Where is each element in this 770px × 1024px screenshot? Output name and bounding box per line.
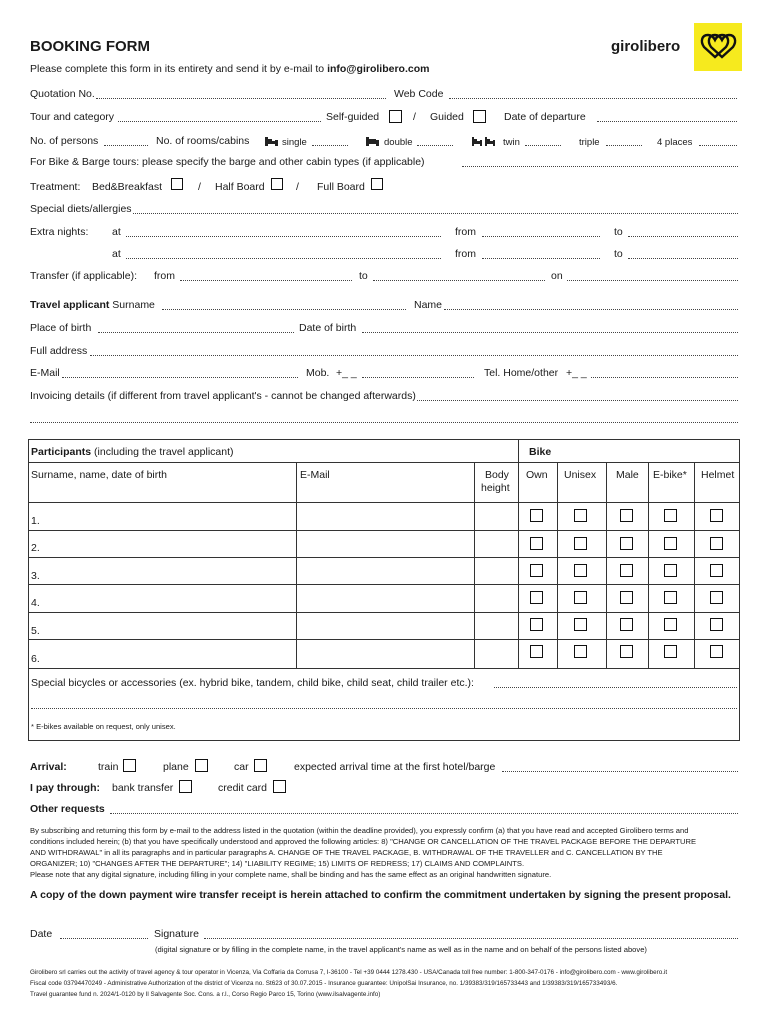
extra-at-label-2: at (112, 248, 121, 260)
transfer-on-label: on (551, 270, 563, 282)
credit-card-checkbox[interactable] (273, 780, 286, 793)
half-board-label: Half Board (215, 181, 265, 193)
invoicing-field-1[interactable] (417, 400, 738, 401)
other-requests-label: Other requests (30, 803, 105, 815)
bed-breakfast-label: Bed&Breakfast (92, 181, 163, 193)
extra-to-field-1[interactable] (628, 236, 738, 237)
date-field[interactable] (60, 938, 148, 939)
bed-breakfast-checkbox[interactable] (171, 178, 183, 190)
bike-ebike-checkbox-row-3[interactable] (664, 564, 677, 577)
guided-label: Guided (430, 111, 464, 123)
full-address-label: Full address (30, 345, 88, 357)
participants-subtitle: (including the travel applicant) (91, 446, 234, 458)
extra-at-label-1: at (112, 226, 121, 238)
bike-male-checkbox-row-1[interactable] (620, 509, 633, 522)
col-unisex-header: Unisex (564, 469, 597, 481)
bike-own-checkbox-row-4[interactable] (530, 591, 543, 604)
bike-ebike-checkbox-row-2[interactable] (664, 537, 677, 550)
bike-barge-field[interactable] (462, 166, 738, 167)
row-number-1: 1. (31, 515, 40, 527)
date-of-birth-field[interactable] (362, 332, 738, 333)
bike-unisex-checkbox-row-5[interactable] (574, 618, 587, 631)
bike-male-checkbox-row-5[interactable] (620, 618, 633, 631)
bike-helmet-checkbox-row-6[interactable] (710, 645, 723, 658)
extra-to-field-2[interactable] (628, 258, 738, 259)
bike-male-checkbox-row-4[interactable] (620, 591, 633, 604)
extra-from-field-2[interactable] (482, 258, 600, 259)
bike-own-checkbox-row-3[interactable] (530, 564, 543, 577)
bank-transfer-label: bank transfer (112, 782, 174, 794)
bike-helmet-checkbox-row-2[interactable] (710, 537, 723, 550)
full-address-field[interactable] (90, 355, 738, 356)
row-number-6: 6. (31, 653, 40, 665)
col-own-header: Own (526, 469, 548, 481)
col-email-header: E-Mail (300, 469, 330, 481)
full-board-label: Full Board (317, 181, 365, 193)
no-persons-field[interactable] (104, 145, 148, 146)
twin-label: twin (503, 137, 520, 148)
place-of-birth-label: Place of birth (30, 322, 92, 334)
mob-field[interactable] (362, 377, 474, 378)
row-number-2: 2. (31, 542, 40, 554)
tel-prefix: +_ _ (566, 367, 587, 379)
bike-own-checkbox-row-6[interactable] (530, 645, 543, 658)
expected-arrival-label: expected arrival time at the first hotel/barge (294, 761, 496, 773)
girolibero-logo (694, 23, 742, 71)
double-bed-icon (366, 137, 379, 146)
copy-statement: A copy of the down payment wire transfer receipt is herein attached to confirm the commitment undertaken by signing the present proposal. (30, 889, 731, 901)
email-label: E-Mail (30, 367, 60, 379)
arrival-label: Arrival: (30, 761, 67, 773)
expected-arrival-field[interactable] (502, 771, 738, 772)
legal-line-4: ORGANIZER; 10) "CHANGES AFTER THE DEPARTURE"; 14) "LIABILITY REGIME; 15) LIMITS OF REDRESS; 17) CLAIMS AND COMPLAINTS. (30, 859, 525, 868)
bike-own-checkbox-row-1[interactable] (530, 509, 543, 522)
surname-label: Surname (112, 299, 155, 311)
single-bed-icon (265, 137, 278, 146)
treatment-slash-2: / (296, 181, 299, 193)
row-number-4: 4. (31, 597, 40, 609)
full-board-checkbox[interactable] (371, 178, 383, 190)
col-height-header: height (481, 482, 510, 494)
bike-helmet-checkbox-row-1[interactable] (710, 509, 723, 522)
bike-header: Bike (529, 446, 552, 458)
intro-prefix: Please complete this form in its entirety and send it by e-mail to (30, 63, 328, 75)
special-bikes-label: Special bicycles or accessories (ex. hybrid bike, tandem, child bike, child seat, child trailer etc.): (31, 677, 474, 689)
transfer-on-field[interactable] (567, 280, 738, 281)
triple-label: triple (579, 137, 600, 148)
invoicing-label: Invoicing details (if different from travel applicant's - cannot be changed afterwards) (30, 390, 416, 402)
col-ebike-header: E-bike* (653, 469, 687, 481)
mob-label: Mob. (306, 367, 330, 379)
special-bikes-field-2[interactable] (31, 708, 737, 709)
tour-category-field[interactable] (118, 121, 321, 122)
footer-line-2: Fiscal code 03794470249 - Administrative Authorization of the district of Vicenza no. St623 of 30.07.2015 - Insurance guarantee: UnipolSai Insurance, no. 1/39383/319/165733443 and 1/39383/319/165733493/6. (30, 980, 618, 987)
bike-own-checkbox-row-2[interactable] (530, 537, 543, 550)
travel-applicant-label (30, 299, 155, 311)
extra-at-field-2[interactable] (126, 258, 441, 259)
extra-at-field-1[interactable] (126, 236, 441, 237)
train-label: train (98, 761, 119, 773)
bike-male-checkbox-row-2[interactable] (620, 537, 633, 550)
bike-ebike-checkbox-row-4[interactable] (664, 591, 677, 604)
bike-helmet-checkbox-row-4[interactable] (710, 591, 723, 604)
double-field[interactable] (417, 145, 453, 146)
single-label: single (282, 137, 307, 148)
date-of-birth-label: Date of birth (299, 322, 357, 334)
quotation-field[interactable] (96, 98, 386, 99)
footer-line-3: Travel guarantee fund n. 2024/1-0120 by Il Salvagente Soc. Cons. a r.l., Corso Regio Parco 15, Torino (www.ilsalvagente.info) (30, 991, 381, 998)
intro-email: info@girolibero.com (327, 63, 430, 75)
legal-line-1: By subscribing and returning this form by e-mail to the address listed in the quotation (within the deadline provided), you expressly confirm (a) that you have read and accepted Girolibero terms and (30, 826, 689, 835)
col-male-header: Male (616, 469, 639, 481)
bike-ebike-checkbox-row-1[interactable] (664, 509, 677, 522)
bike-ebike-checkbox-row-6[interactable] (664, 645, 677, 658)
treatment-slash-1: / (198, 181, 201, 193)
plane-label: plane (163, 761, 189, 773)
name-field[interactable] (444, 309, 738, 310)
credit-card-label: credit card (218, 782, 268, 794)
name-label: Name (414, 299, 443, 311)
extra-from-label-1: from (455, 226, 476, 238)
special-diets-field[interactable] (133, 213, 738, 214)
signature-note: (digital signature or by filling in the complete name, in the travel applicant's name as well as in the name and on behalf of the persons listed above) (155, 945, 647, 954)
bike-male-checkbox-row-3[interactable] (620, 564, 633, 577)
twin-bed-icon-1 (472, 137, 482, 146)
place-of-birth-field[interactable] (98, 332, 294, 333)
invoicing-field-2[interactable] (30, 422, 738, 423)
date-departure-field[interactable] (597, 121, 737, 122)
col-body-header: Body (485, 469, 509, 481)
bike-unisex-checkbox-row-1[interactable] (574, 509, 587, 522)
plane-checkbox[interactable] (195, 759, 208, 772)
twin-field[interactable] (525, 145, 561, 146)
pay-through-label: I pay through: (30, 782, 100, 794)
date-label: Date (30, 928, 53, 940)
bike-helmet-checkbox-row-3[interactable] (710, 564, 723, 577)
signature-field[interactable] (204, 938, 738, 939)
page-title: BOOKING FORM (30, 38, 150, 55)
date-departure-label: Date of departure (504, 111, 586, 123)
bike-own-checkbox-row-5[interactable] (530, 618, 543, 631)
transfer-to-label: to (359, 270, 368, 282)
bank-transfer-checkbox[interactable] (179, 780, 192, 793)
surname-field[interactable] (162, 309, 406, 310)
triple-field[interactable] (606, 145, 642, 146)
tour-category-label: Tour and category (30, 111, 115, 123)
intro-text (30, 63, 429, 75)
car-label: car (234, 761, 249, 773)
web-code-field[interactable] (449, 98, 737, 99)
bike-unisex-checkbox-row-6[interactable] (574, 645, 587, 658)
four-places-field[interactable] (699, 145, 737, 146)
slash-separator: / (413, 111, 416, 123)
self-guided-label: Self-guided (326, 111, 380, 123)
extra-from-label-2: from (455, 248, 476, 260)
col-helmet-header: Helmet (701, 469, 735, 481)
extra-nights-label: Extra nights: (30, 226, 89, 238)
bike-helmet-checkbox-row-5[interactable] (710, 618, 723, 631)
row-number-3: 3. (31, 570, 40, 582)
participants-title: Participants (31, 446, 92, 458)
bike-unisex-checkbox-row-4[interactable] (574, 591, 587, 604)
footer-line-1: Girolibero srl carries out the activity of travel agency & tour operator in Vicenza, Via Coffaria da Corrusa 7, I-36100 - Tel +39 0444 1278.430 - USA/Canada toll free number: 1-800-347-0176 - info@girolibero.com - www.girolibero.it (30, 969, 668, 976)
four-places-label: 4 places (657, 137, 693, 148)
tel-home-label: Tel. Home/other (484, 367, 559, 379)
treatment-label: Treatment: (30, 181, 81, 193)
other-requests-field[interactable] (110, 813, 738, 814)
col-name-header: Surname, name, date of birth (31, 469, 167, 481)
bike-ebike-checkbox-row-5[interactable] (664, 618, 677, 631)
legal-line-2: conditions included herein; (b) that you have specifically understood and approved the following articles: 8) "CHANGE OR CANCELLATION OF THE TRAVEL PACKAGE BEFORE THE DEPARTURE (30, 837, 697, 846)
legal-line-5: Please note that any digital signature, including filling in your complete name, shall be binding and has the same effect as an original handwritten signature. (30, 870, 552, 879)
web-code-label: Web Code (394, 88, 444, 100)
quotation-label: Quotation No. (30, 88, 95, 100)
transfer-label: Transfer (if applicable): (30, 270, 137, 282)
car-checkbox[interactable] (254, 759, 267, 772)
twin-bed-icon-2 (485, 137, 495, 146)
participants-header (31, 446, 234, 458)
special-bikes-field-1[interactable] (494, 687, 737, 688)
ebike-note: * E-bikes available on request, only unisex. (31, 722, 176, 731)
email-field[interactable] (62, 377, 298, 378)
legal-line-3: AND WITHDRAWAL" in all its paragraphs and in particular paragraphs A. CHANGE OF THE TRAVEL PACKAGE, B. WITHDRAWAL OF THE TRAVELLER and C. CANCELLATION BY THE (30, 848, 663, 857)
bike-barge-label: For Bike & Barge tours: please specify the barge and other cabin types (if applicable) (30, 156, 425, 168)
extra-to-label-2: to (614, 248, 623, 260)
special-diets-label: Special diets/allergies (30, 203, 132, 215)
mob-prefix: +_ _ (336, 367, 357, 379)
no-persons-label: No. of persons (30, 135, 99, 147)
brand-name: girolibero (611, 38, 681, 55)
bike-unisex-checkbox-row-2[interactable] (574, 537, 587, 550)
transfer-to-field[interactable] (373, 280, 545, 281)
bike-unisex-checkbox-row-3[interactable] (574, 564, 587, 577)
signature-label: Signature (154, 928, 199, 940)
tel-home-field[interactable] (591, 377, 738, 378)
hearts-icon (694, 23, 742, 71)
extra-from-field-1[interactable] (482, 236, 600, 237)
travel-applicant-title: Travel applicant (30, 299, 110, 311)
single-field[interactable] (312, 145, 348, 146)
no-rooms-label: No. of rooms/cabins (156, 135, 250, 147)
row-number-5: 5. (31, 625, 40, 637)
self-guided-checkbox[interactable] (389, 110, 402, 123)
bike-male-checkbox-row-6[interactable] (620, 645, 633, 658)
half-board-checkbox[interactable] (271, 178, 283, 190)
train-checkbox[interactable] (123, 759, 136, 772)
transfer-from-label: from (154, 270, 175, 282)
double-label: double (384, 137, 413, 148)
extra-to-label-1: to (614, 226, 623, 238)
transfer-from-field[interactable] (180, 280, 352, 281)
guided-checkbox[interactable] (473, 110, 486, 123)
